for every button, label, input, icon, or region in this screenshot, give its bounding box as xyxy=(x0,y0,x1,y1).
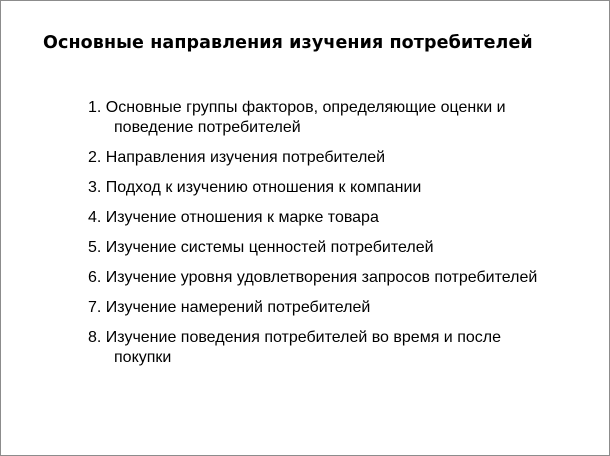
topic-item-8: 8. Изучение поведения потребителей во время и после покупки xyxy=(88,329,501,366)
topic-item-1: 1. Основные группы факторов, определяющие оценки и поведение потребителей xyxy=(88,99,506,136)
topic-item-7: 7. Изучение намерений потребителей xyxy=(88,299,371,316)
topic-item-4: 4. Изучение отношения к марке товара xyxy=(88,209,379,226)
slide-title: Основные направления изучения потребителей xyxy=(43,33,533,53)
topic-item-3: 3. Подход к изучению отношения к компании xyxy=(88,179,422,196)
topic-item-6: 6. Изучение уровня удовлетворения запросов потребителей xyxy=(88,269,538,286)
topic-item-2: 2. Направления изучения потребителей xyxy=(88,149,386,166)
topic-item-5: 5. Изучение системы ценностей потребителей xyxy=(88,239,434,256)
topic-list xyxy=(88,98,558,378)
